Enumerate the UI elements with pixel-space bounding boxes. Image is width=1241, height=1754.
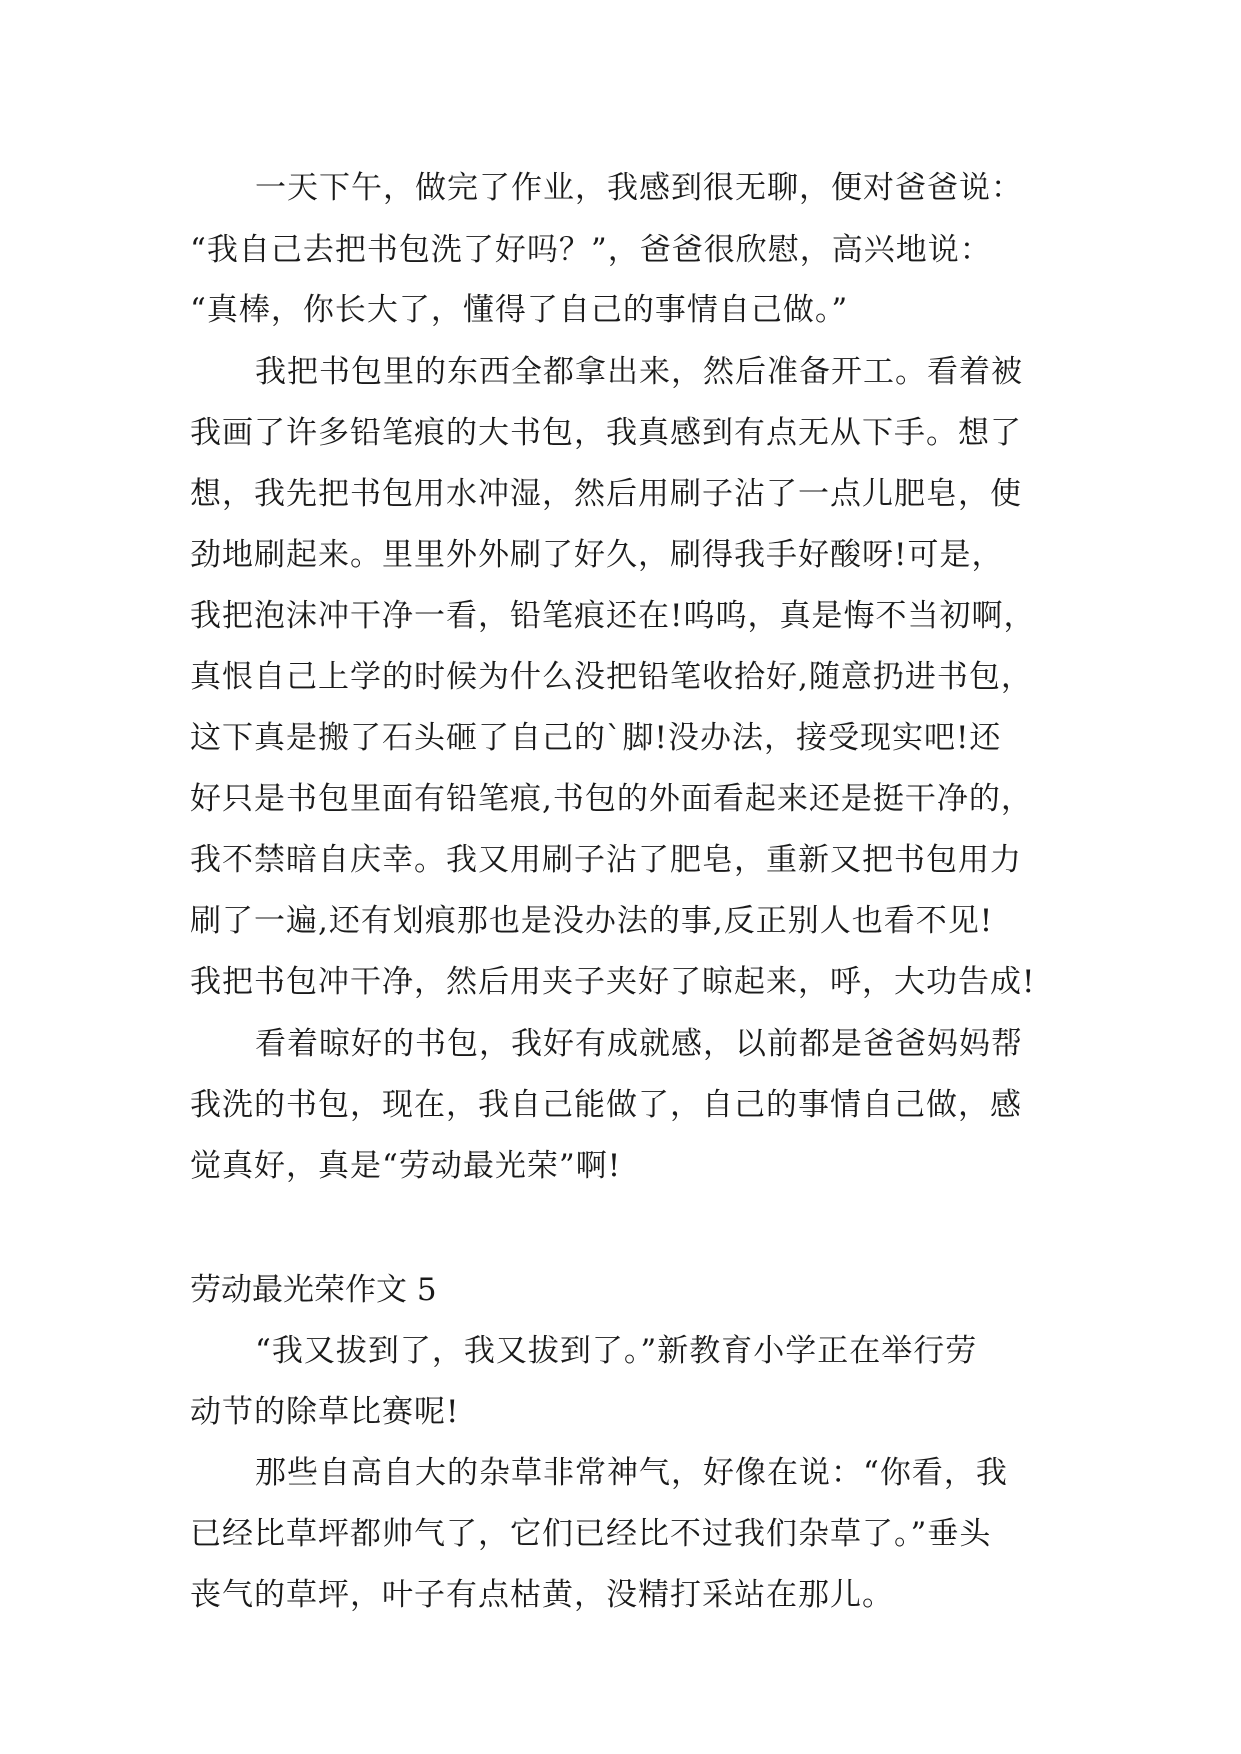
paragraph-5-line-2: 已经比草坪都帅气了，它们已经比不过我们杂草了。”垂头 xyxy=(190,1516,992,1552)
paragraph-2-line-2: 我画了许多铅笔痕的大书包，我真感到有点无从下手。想了 xyxy=(190,415,1022,451)
paragraph-5-line-3: 丧气的草坪，叶子有点枯黄，没精打采站在那儿。 xyxy=(190,1577,894,1613)
paragraph-2-line-1: 我把书包里的东西全都拿出来，然后准备开工。看着被 xyxy=(255,354,1023,390)
paragraph-4-line-1: “我又拔到了，我又拔到了。”新教育小学正在举行劳 xyxy=(255,1333,978,1369)
section-title: 劳动最光荣作文 5 xyxy=(190,1272,437,1308)
paragraph-2-line-3: 想，我先把书包用水冲湿，然后用刷子沾了一点儿肥皂，使 xyxy=(190,476,1022,512)
paragraph-1-line-3: “真棒，你长大了，懂得了自己的事情自己做。” xyxy=(190,292,849,328)
paragraph-2-line-4: 劲地刷起来。里里外外刷了好久，刷得我手好酸呀!可是， xyxy=(190,537,1004,573)
paragraph-2-line-6: 真恨自己上学的时候为什么没把铅笔收拾好,随意扔进书包， xyxy=(190,659,1033,695)
paragraph-2-line-7: 这下真是搬了石头砸了自己的`脚!没办法，接受现实吧!还 xyxy=(190,720,1002,756)
paragraph-3-line-2: 我洗的书包，现在，我自己能做了，自己的事情自己做，感 xyxy=(190,1087,1022,1123)
paragraph-3-line-1: 看着晾好的书包，我好有成就感，以前都是爸爸妈妈帮 xyxy=(255,1026,1023,1062)
paragraph-2-line-9: 我不禁暗自庆幸。我又用刷子沾了肥皂，重新又把书包用力 xyxy=(190,842,1022,878)
paragraph-2-line-8: 好只是书包里面有铅笔痕,书包的外面看起来还是挺干净的， xyxy=(190,781,1033,817)
paragraph-1-line-2: “我自己去把书包洗了好吗？”，爸爸很欣慰，高兴地说： xyxy=(190,232,992,268)
paragraph-5-line-1: 那些自高自大的杂草非常神气，好像在说：“你看，我 xyxy=(255,1455,1008,1491)
paragraph-3-line-3: 觉真好，真是“劳动最光荣”啊! xyxy=(190,1148,622,1184)
paragraph-4-line-2: 动节的除草比赛呢! xyxy=(190,1394,460,1430)
paragraph-2-line-10: 刷了一遍,还有划痕那也是没办法的事,反正别人也看不见! xyxy=(190,903,994,939)
paragraph-1-line-1: 一天下午，做完了作业，我感到很无聊，便对爸爸说： xyxy=(255,170,1023,206)
paragraph-2-line-5: 我把泡沫冲干净一看，铅笔痕还在!呜呜，真是悔不当初啊， xyxy=(190,598,1036,634)
paragraph-2-line-11: 我把书包冲干净，然后用夹子夹好了晾起来，呼，大功告成! xyxy=(190,964,1036,1000)
